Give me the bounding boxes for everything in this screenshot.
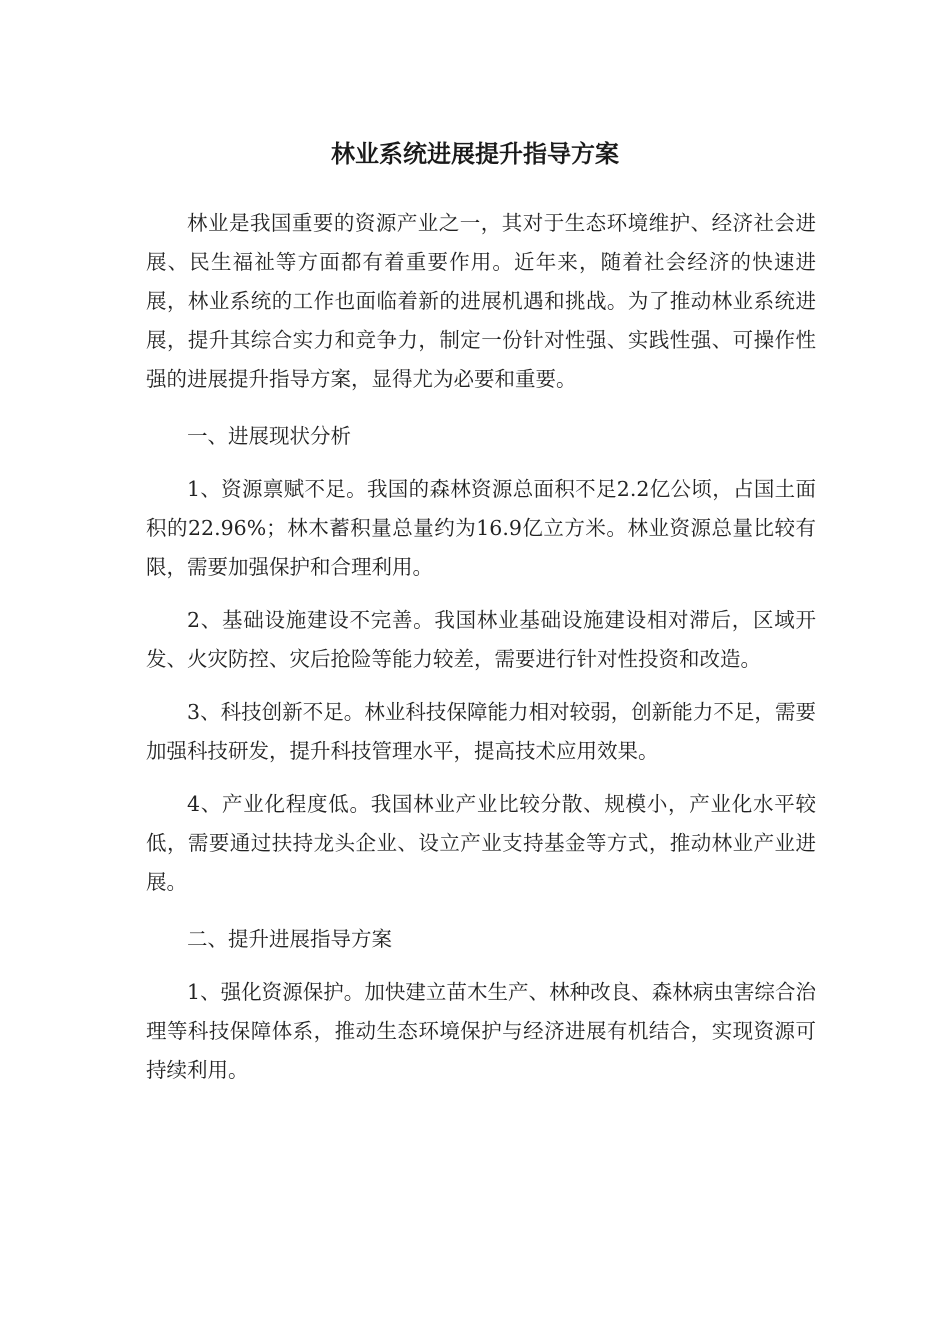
list-item-infrastructure: 2、基础设施建设不完善。我国林业基础设施建设相对滞后，区域开发、火灾防控、灾后抢险等能力较差，需要进行针对性投资和改造。 <box>146 608 816 671</box>
document-title: 林业系统进展提升指导方案 <box>331 140 619 168</box>
list-item-resource-endowment: 1、资源禀赋不足。我国的森林资源总面积不足2.2亿公顷，占国土面积的22.96%；林木蓄积量总量约为16.9亿立方米。林业资源总量比较有限，需要加强保护和合理利用。 <box>146 477 816 579</box>
list-item-resource-protection: 1、强化资源保护。加快建立苗木生产、林种改良、森林病虫害综合治理等科技保障体系，推动生态环境保护与经济进展有机结合，实现资源可持续利用。 <box>146 980 816 1082</box>
intro-paragraph: 林业是我国重要的资源产业之一，其对于生态环境维护、经济社会进展、民生福祉等方面都有着重要作用。近年来，随着社会经济的快速进展，林业系统的工作也面临着新的进展机遇和挑战。为了推动林业系统进展，提升其综合实力和竞争力，制定一份针对性强、实践性强、可操作性强的进展提升指导方案，显得尤为必要和重要。 <box>146 211 816 391</box>
document-body <box>146 204 816 1090</box>
section-heading-guidance-plan: 二、提升进展指导方案 <box>187 927 392 951</box>
section-heading-status-analysis: 一、进展现状分析 <box>187 424 351 448</box>
list-item-industrialization: 4、产业化程度低。我国林业产业比较分散、规模小，产业化水平较低，需要通过扶持龙头企业、设立产业支持基金等方式，推动林业产业进展。 <box>146 792 816 894</box>
list-item-tech-innovation: 3、科技创新不足。林业科技保障能力相对较弱，创新能力不足，需要加强科技研发，提升科技管理水平，提高技术应用效果。 <box>146 700 816 763</box>
